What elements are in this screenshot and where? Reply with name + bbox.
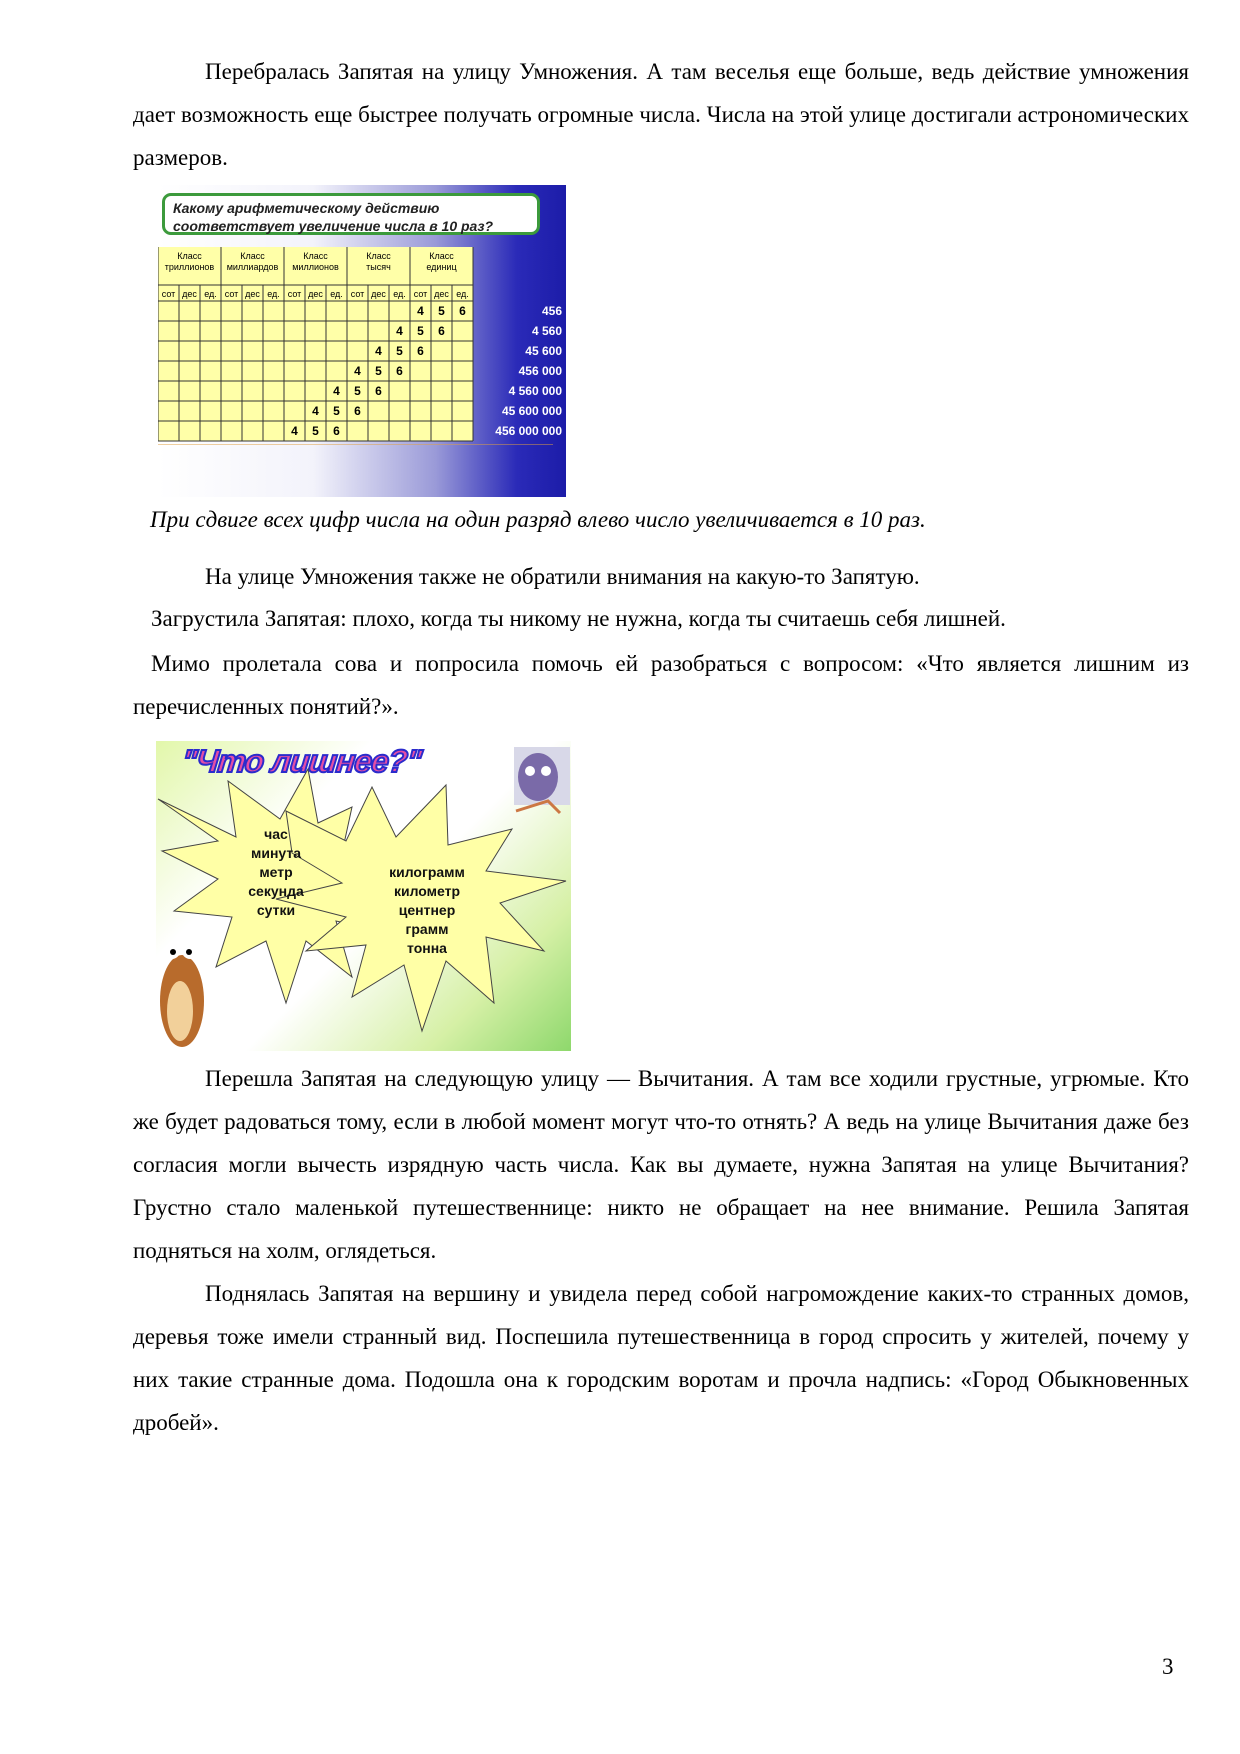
list-item: сутки [256,902,296,918]
question-box: Какому арифметическому действию соответствует увеличение числа в 10 раз? [162,193,540,235]
class-header: Класс единиц [426,251,457,272]
digit-cell: 6 [333,424,340,438]
place-value-table [158,247,557,445]
list-item: секунда [248,883,304,899]
digit-header: дес [434,289,449,299]
digit-cell: 5 [333,404,340,418]
digit-cell: 4 [312,404,319,418]
digit-cell: 6 [354,404,361,418]
digit-cell: 5 [375,364,382,378]
digit-cell: 4 [417,304,424,318]
list-item: минута [250,845,302,861]
class-header: Класс миллионов [292,251,339,272]
list-item: метр [259,864,293,880]
slide-title: "Что лишнее?" [180,743,423,779]
digit-cell: 4 [354,364,361,378]
digit-cell: 4 [291,424,298,438]
result-value: 45 600 [525,344,562,358]
paragraph-no-attention: На улице Умножения также не обратили внимания на какую-то Запятую. [205,564,920,589]
digit-header: сот [287,289,302,299]
paragraph-subtraction-street: Перешла Запятая на следующую улицу — Вычитания. А там все ходили грустные, угрюмые. Кто же будет радоваться тому, если в любой момент могут что-то отнять? А ведь на улице Вычитания даже без согласия могли вычесть изрядную часть числа. Как вы думаете, нужна Запятая на улице Вычитания? Грустно стало маленькой путешественнице: никто не обращает на нее внимание. Решила Запятая подняться на холм, оглядеться. [133,1066,1189,1263]
digit-header: сот [224,289,239,299]
list-item: килограмм [389,864,465,880]
list-item: тонна [407,940,447,956]
digit-cell: 5 [438,304,445,318]
owl-figure [160,943,204,1047]
digit-header: ед. [204,289,217,299]
digit-header: сот [350,289,365,299]
result-value: 4 560 [531,324,562,338]
class-header: Класс миллиардов [226,251,279,272]
digit-cell: 6 [438,324,445,338]
caption-shift-digits: При сдвиге всех цифр числа на один разряд влево число увеличивается в 10 раз. [150,507,926,532]
digit-cell: 6 [417,344,424,358]
digit-cell: 4 [396,324,403,338]
digit-cell: 5 [354,384,361,398]
digit-header: ед. [267,289,280,299]
paragraph-owl-question: Мимо пролетала сова и попросила помочь ей разобраться с вопросом: «Что является лишним из перечисленных понятий?». [133,651,1189,719]
digit-cell: 5 [312,424,319,438]
result-value: 45 600 000 [501,404,562,418]
digit-cell: 5 [396,344,403,358]
digit-cell: 6 [459,304,466,318]
digit-header: сот [413,289,428,299]
result-value: 456 [541,304,562,318]
left-burst-list [226,825,326,920]
paragraph-multiplication-street: Перебралась Запятая на улицу Умножения. А там веселья еще больше, ведь действие умножения дает возможность еще быстрее получать огромные числа. Числа на этой улице достигали астрономических размеров. [133,59,1189,170]
digit-header: ед. [393,289,406,299]
class-header: Класс тысяч [366,251,391,272]
place-value-slide [158,185,566,497]
class-header: Класс триллионов [164,251,215,272]
digit-cell: 6 [396,364,403,378]
list-item: час [264,826,288,842]
page-number: 3 [1162,1654,1174,1679]
digit-header: ед. [456,289,469,299]
digit-header: дес [245,289,260,299]
list-item: километр [393,883,461,899]
digit-header: ед. [330,289,343,299]
result-value: 4 560 000 [508,384,562,398]
digit-header: дес [182,289,197,299]
digit-header: дес [308,289,323,299]
paragraph-fractions-city: Поднялась Запятая на вершину и увидела перед собой нагромождение каких-то странных домов, деревья тоже имели странный вид. Поспешила путешественница в город спросить у жителей, почему у них такие странные дома. Подошла она к городским воротам и прочла надпись: «Город Обыкновенных дробей». [133,1281,1189,1435]
list-item: центнер [398,902,456,918]
digit-cell: 4 [333,384,340,398]
digit-cell: 4 [375,344,382,358]
odd-one-out-slide [156,741,571,1051]
digit-header: сот [161,289,176,299]
result-value: 456 000 [518,364,562,378]
paragraph-sad-comma: Загрустила Запятая: плохо, когда ты никому не нужна, когда ты считаешь себя лишней. [151,606,1006,631]
list-item: грамм [405,921,449,937]
digit-header: дес [371,289,386,299]
digit-cell: 5 [417,324,424,338]
creature-figure [514,747,570,813]
result-value: 456 000 000 [495,424,562,438]
right-burst-list [372,863,482,958]
digit-cell: 6 [375,384,382,398]
